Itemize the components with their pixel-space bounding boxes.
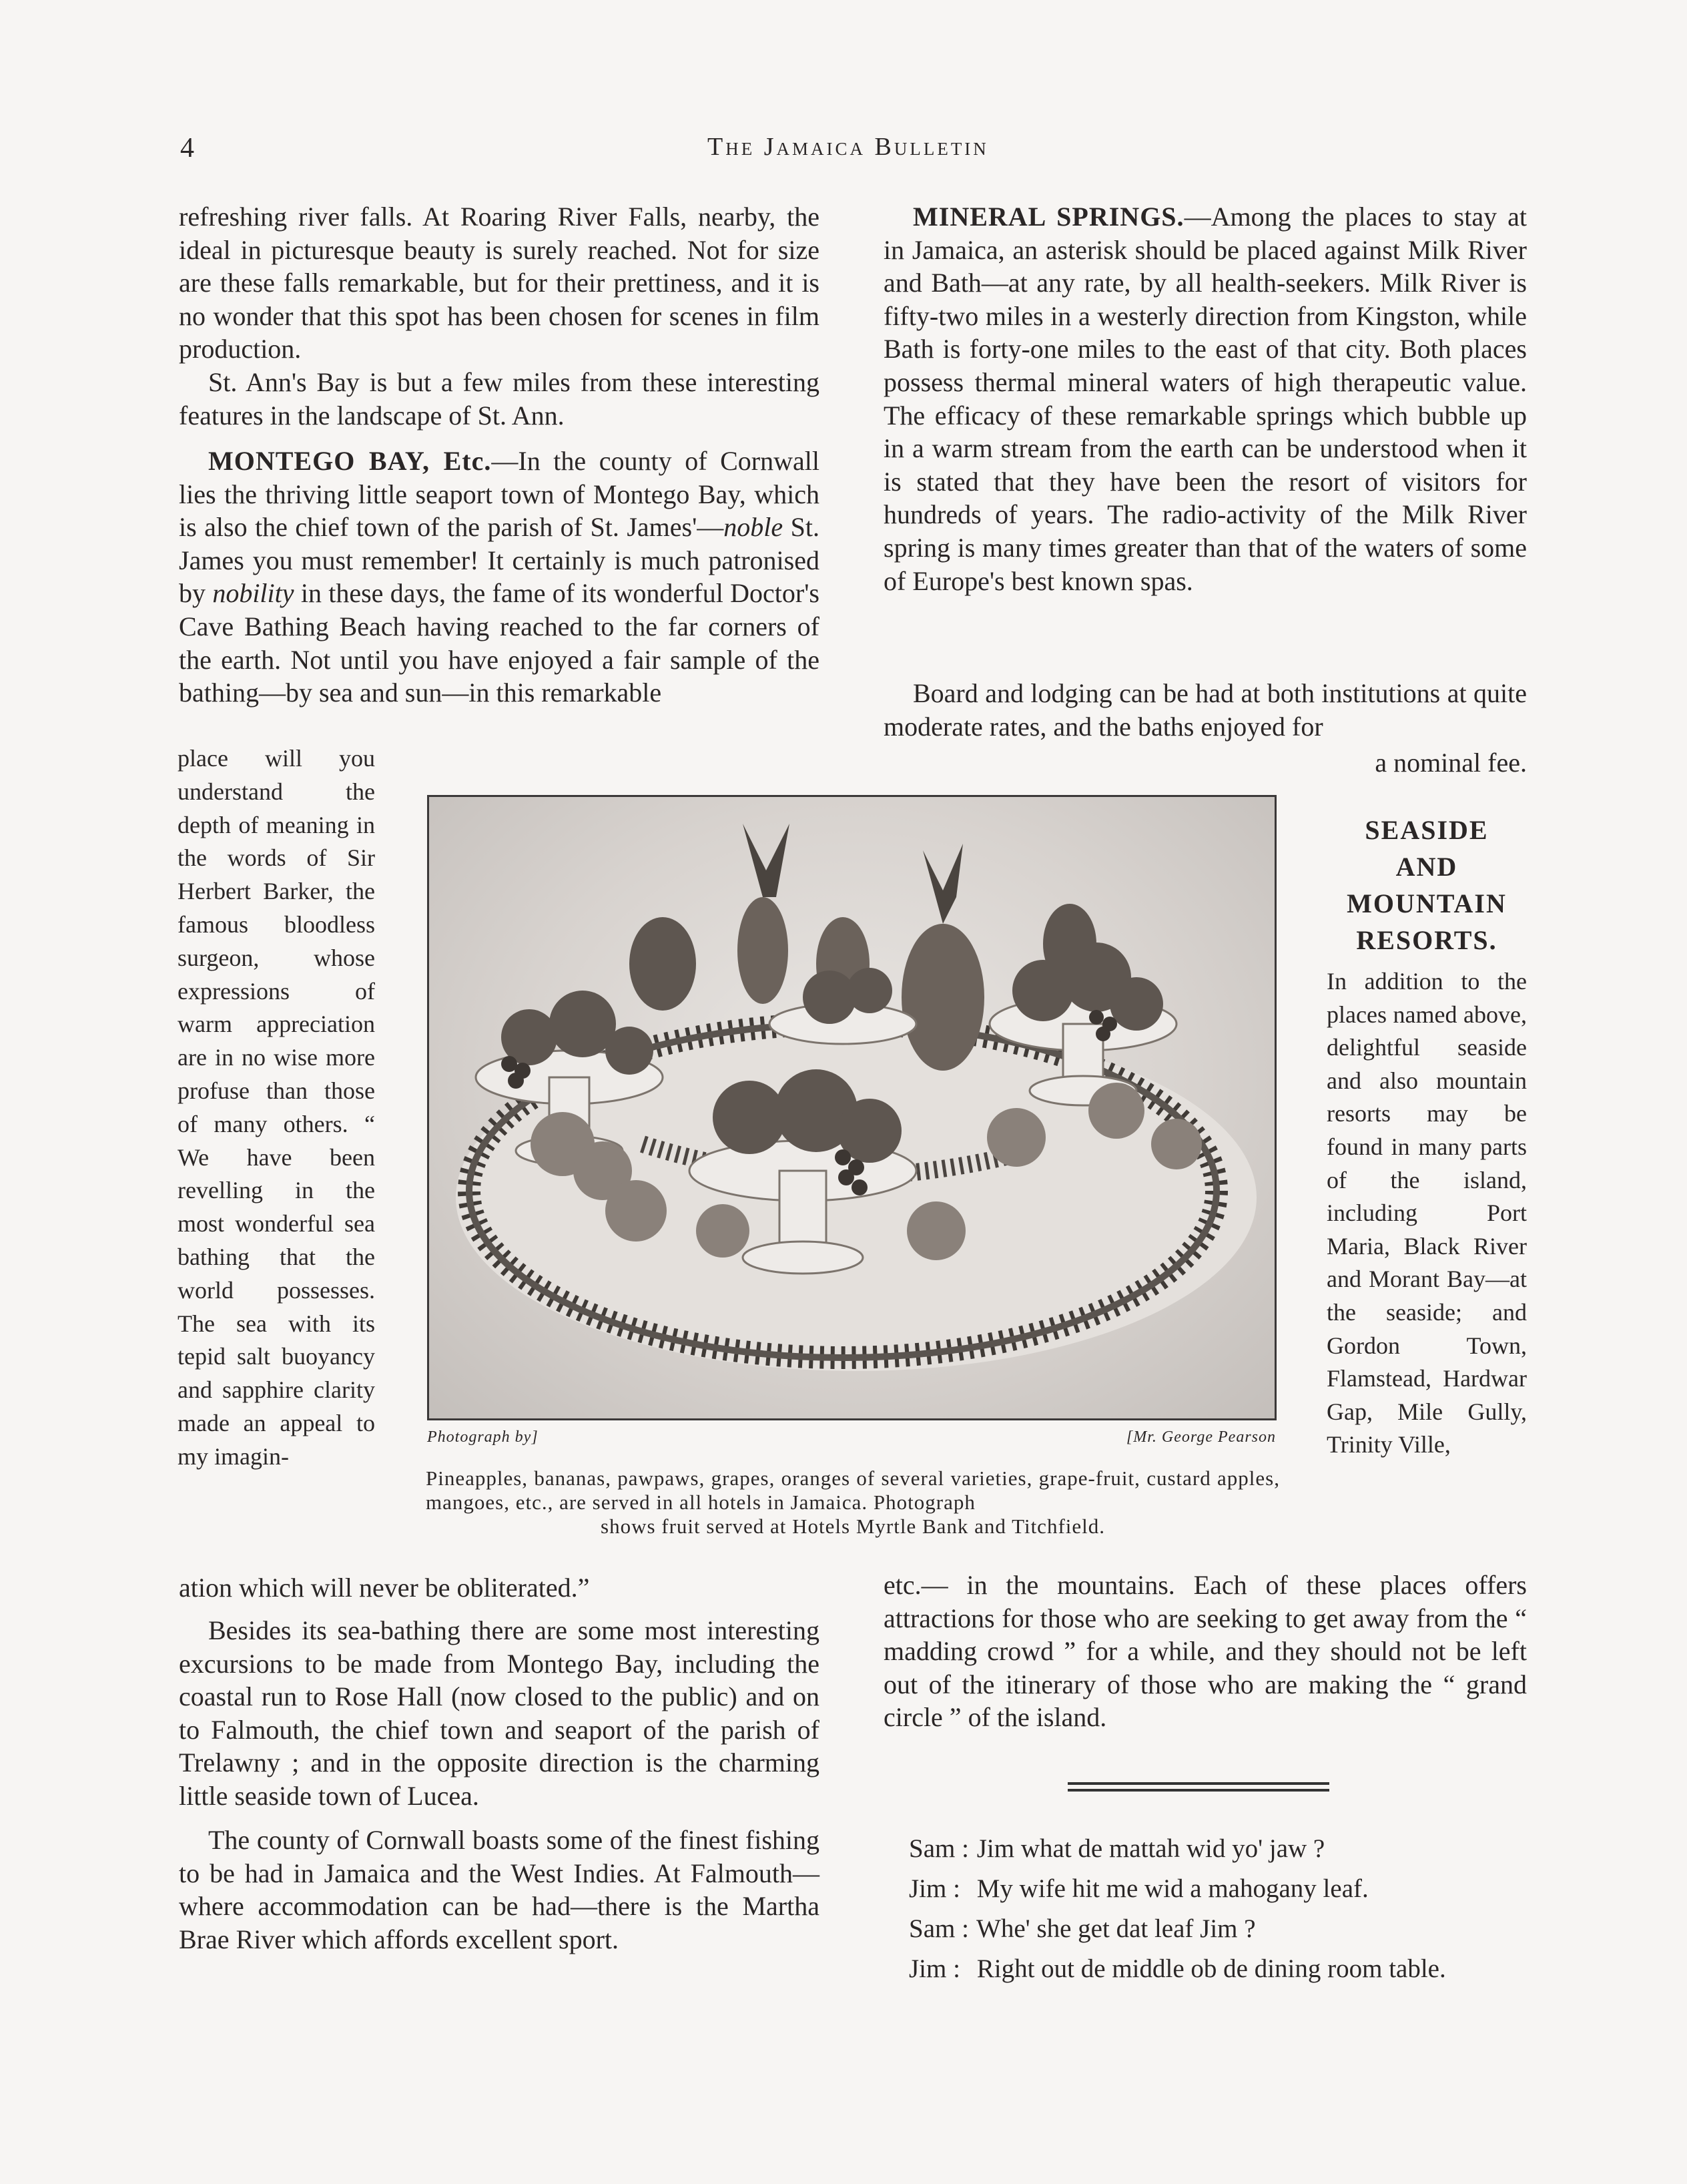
left-paragraph-cornwall: The county of Cornwall boasts some of the finest fishing to be had in Jamaica and the West Indies. At Falmouth—where accommodation can be had—there is the Martha Brae River which affords excellent sport.	[179, 1825, 819, 1954]
montego-bay-heading: MONTEGO BAY, Etc.	[208, 446, 492, 476]
dialogue-line	[909, 1829, 1325, 1869]
seaside-heading-line-2: AND	[1395, 852, 1458, 882]
left-paragraph-2: St. Ann's Bay is but a few miles from these interesting features in the landscape of St. Ann.	[179, 367, 819, 431]
dialogue-speaker: Jim :	[909, 1874, 960, 1903]
montego-bay-quote-end: ation which will never be obliterated.”	[179, 1573, 590, 1603]
fruit-display-photograph	[427, 795, 1277, 1420]
dialogue-speaker: Jim :	[909, 1954, 960, 1983]
page-number: 4	[180, 133, 194, 164]
running-head: The Jamaica Bulletin	[707, 133, 989, 161]
dialogue-text: Right out de middle ob de dining room table.	[976, 1954, 1446, 1983]
seaside-heading-line-4: RESORTS.	[1356, 925, 1497, 955]
resorts-narrow-text: In addition to the places named above, delightful seaside and also mountain resorts may be found in many parts of the island, including Port Maria, Black River and Morant Bay—at the seaside; and Gordon Town, Flamstead, Hardwar Gap, Mile Gully, Trinity Ville,	[1327, 968, 1527, 1458]
figure-caption-last-line: shows fruit served at Hotels Myrtle Bank and Titchfield.	[601, 1515, 1105, 1538]
left-paragraph-excursions: Besides its sea-bathing there are some most interesting excursions to be made from Montego Bay, including the coastal run to Rose Hall (now closed to the public) and on to Falmouth, the chief town and seaport of the parish of Trelawny ; and in the opposite direction is the charming little seaside town of Lucea.	[179, 1615, 819, 1811]
dialogue-line	[909, 1909, 1256, 1949]
resorts-paragraph-end: etc.— in the mountains. Each of these places offers attractions for those who are seeking to get away from the “ madding crowd ” for a while, and they should not be left out of the itinerary of those who are making the “ grand circle ” of the island.	[884, 1570, 1527, 1733]
photo-credit-name: [Mr. George Pearson	[1126, 1428, 1276, 1446]
right-paragraph-board: Board and lodging can be had at both institutions at quite moderate rates, and the baths enjoyed for	[884, 678, 1527, 742]
figure-caption: Pineapples, bananas, pawpaws, grapes, oranges of several varieties, grape-fruit, custard apples, mangoes, etc., are served in all hotels in Jamaica. Photograph	[426, 1466, 1280, 1514]
photo-credit-label: Photograph by]	[427, 1428, 539, 1446]
dialogue-text: Jim what de mattah wid yo' jaw ?	[976, 1834, 1325, 1863]
dialogue-speaker: Sam :	[909, 1834, 969, 1863]
right-paragraph-board-end: a nominal fee.	[1375, 748, 1527, 778]
fruit-display-illustration	[429, 797, 1275, 1418]
section-divider-top	[1068, 1782, 1329, 1785]
montego-bay-narrow-text: place will you understand the depth of meaning in the words of Sir Herbert Barker, the famous bloodless surgeon, whose expressions of warm appreciation are in no wise more profuse than those of many others. “ We have been revelling in the most wonderful sea bathing that the world possesses. The sea with its tepid salt buoyancy and sapphire clarity made an appeal to my imagin-	[178, 745, 375, 1470]
montego-bay-paragraph: MONTEGO BAY, Etc.—In the county of Cornwall lies the thriving little seaport town of Montego Bay, which is also the chief town of the parish of St. James'—noble St. James you must remember! It certainly is much patronised by nobility in these days, the fame of its wonderful Doctor's Cave Bathing Beach having reached to the far corners of the earth. Not until you have enjoyed a fair sample of the bathing—by sea and sun—in this remarkable	[179, 446, 820, 708]
section-divider-bottom	[1068, 1789, 1329, 1792]
dialogue-text: Whe' she get dat leaf Jim ?	[976, 1914, 1256, 1943]
dialogue-line	[909, 1949, 1446, 1989]
mineral-springs-heading: MINERAL SPRINGS.	[913, 202, 1185, 232]
dialogue-speaker: Sam :	[909, 1914, 969, 1943]
dialogue-line	[909, 1869, 1369, 1909]
left-paragraph-1: refreshing river falls. At Roaring River Falls, nearby, the ideal in picturesque beauty is surely reached. Not for size are these falls remarkable, but for their prettiness, and it is no wonder that this spot has been chosen for scenes in film production.	[179, 202, 819, 364]
mineral-springs-paragraph: MINERAL SPRINGS.—Among the places to stay at in Jamaica, an asterisk should be placed against Milk River and Bath—at any rate, by all health-seekers. Milk River is fifty-two miles in a westerly direction from Kingston, while Bath is forty-one miles to the east of that city. Both places possess thermal mineral waters of high therapeutic value. The efficacy of these remarkable springs which bubble up in a warm stream from the earth can be understood when it is stated that they have been the resort of visitors for hundreds of years. The radio-activity of the Milk River spring is many times greater than that of the waters of some of Europe's best known spas.	[884, 202, 1527, 596]
seaside-heading-line-3: MOUNTAIN	[1347, 888, 1507, 918]
dialogue-text: My wife hit me wid a mahogany leaf.	[976, 1874, 1369, 1903]
seaside-heading-line-1: SEASIDE	[1365, 815, 1489, 845]
